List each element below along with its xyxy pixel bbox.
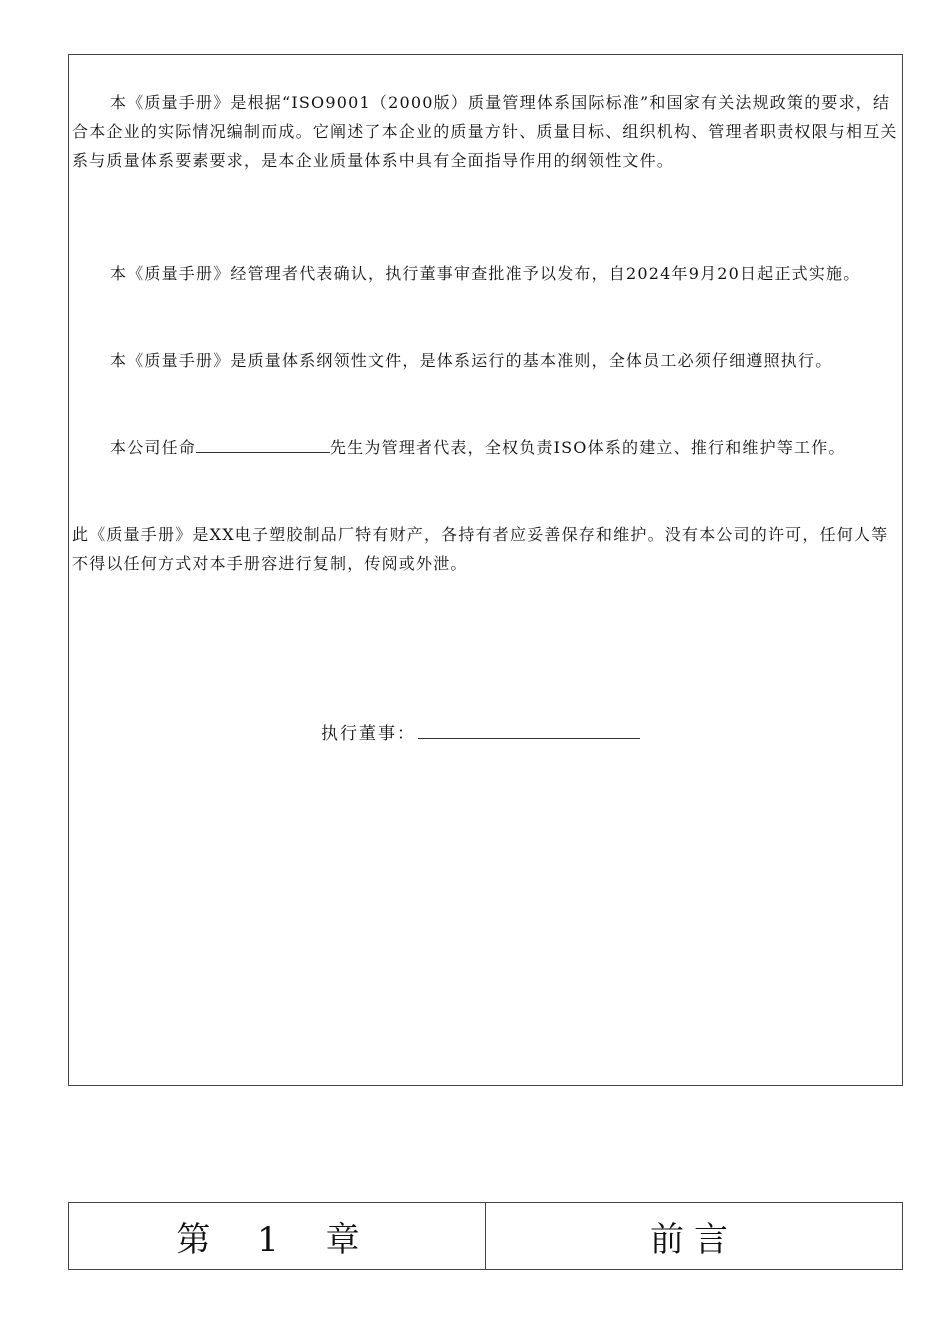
chapter-title: 前言 [650,1219,738,1260]
chapter-number: 第 1 章 [69,1203,486,1269]
preface-paragraph-ownership: 此《质量手册》是XX电子塑胶制品厂特有财产，各持有者应妥善保存和维护。没有本公司的许可，任何人等不得以任何方式对本手册容进行复制，传阅或外泄。 [72,525,889,573]
appointment-text-after: 先生为管理者代表，全权负责ISO体系的建立、推行和维护等工作。 [330,438,846,457]
chapter-header-table [68,1202,903,1270]
signature-label: 执行董事： [321,724,416,744]
preface-box [68,54,903,1086]
preface-paragraph-guideline: 本《质量手册》是质量体系纲领性文件，是体系运行的基本准则，全体员工必须仔细遵照执行。 [110,351,833,370]
appointment-text-before: 本公司任命 [110,438,197,457]
preface-paragraph-effective-date: 本《质量手册》经管理者代表确认，执行董事审查批准予以发布，自2024年9月20日起正式实施。 [110,264,861,283]
signature-blank [418,722,640,739]
signature-row [321,721,640,747]
preface-paragraph-basis: 本《质量手册》是根据“ISO9001（2000版）质量管理体系国际标准”和国家有关法规政策的要求，结合本企业的实际情况编制而成。它阐述了本企业的质量方针、质量目标、组织机构、管理者职责权限与相互关系与质量体系要素要求，是本企业质量体系中具有全面指导作用的纲领性文件。 [72,93,898,170]
representative-name-blank [196,438,330,453]
preface-paragraph-appointment [72,433,900,462]
